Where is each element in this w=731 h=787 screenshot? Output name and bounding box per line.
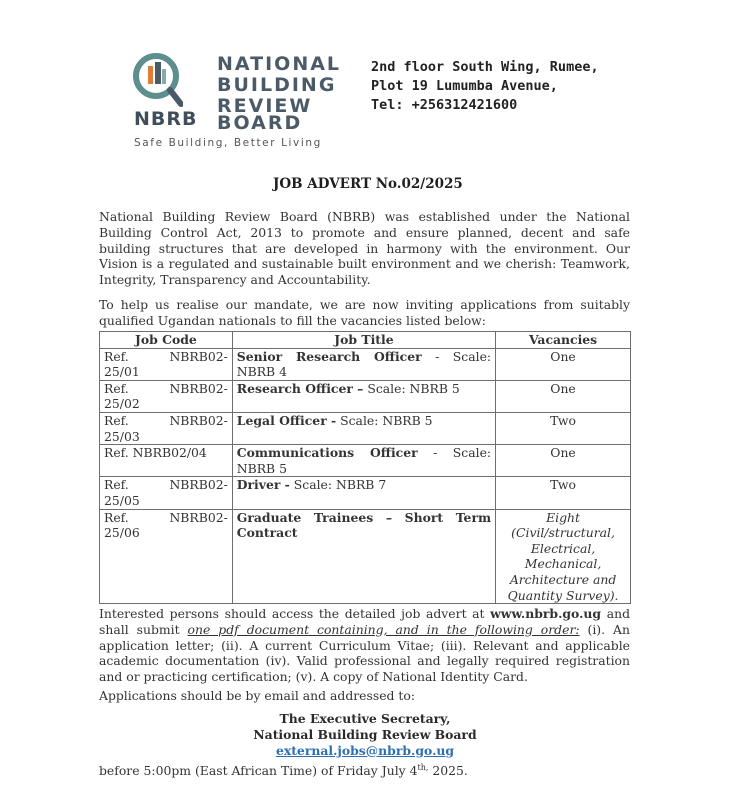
address-phone: Tel: +256312421600 [371,97,518,113]
submission-order-note: one pdf document containing, and in the following order: [187,621,580,637]
job-scale: Scale: NBRB 5 [363,380,460,396]
job-ref: Ref. [104,412,129,428]
job-vacancies: Eight (Civil/structural, Electrical, Mechanical, Architecture and Quantity Survey). [496,509,631,604]
header-job-title: Job Title [232,332,495,349]
invite-paragraph: To help us realise our mandate, we are now inviting applications from suitably qualified Ugandan nationals to fill the vacancies listed below: [99,297,630,328]
addressee-line-1: The Executive Secretary, [279,711,451,726]
job-ref: Ref. [104,477,129,493]
job-scale: Scale: NBRB 5 [336,412,433,428]
job-ref: Ref. NBRB02/04 [104,445,207,461]
job-code: NBRB02- [169,509,228,525]
job-title: Legal Officer - [236,412,337,428]
table-row [100,509,631,604]
job-code: NBRB02- [169,348,228,364]
header-job-code: Job Code [100,332,233,349]
table-row [100,445,631,477]
job-title: Research Officer – [236,380,364,396]
job-title: Driver - [236,477,290,493]
job-scale: Scale: NBRB 7 [289,477,387,493]
table-row [100,380,631,412]
addressee-block [99,711,631,758]
address-block [371,58,599,115]
job-code-suffix: 25/01 [104,364,140,380]
address-line-1: 2nd floor South Wing, Rumee, [371,59,599,75]
job-ref: Ref. [104,509,129,525]
job-code-suffix: 25/03 [104,428,140,444]
org-line-4: BOARD [217,112,303,134]
job-code: NBRB02- [169,412,228,428]
job-vacancies: One [496,445,631,477]
website-link[interactable]: www.nbrb.go.ug [490,606,602,621]
magnifier-house-logo-icon [133,52,183,112]
intro-paragraph: National Building Review Board (NBRB) was established under the National Building Control Act, 2013 to promote and ensure planned, decent and safe building structures that are developed in harmony with the environment. Our Vision is a regulated and sustainable built environment and we cherish: Teamwork, Integrity, Transparency and Accountability. [99,209,630,288]
table-row [100,477,631,509]
job-vacancies: One [496,380,631,412]
org-name [217,54,341,117]
org-abbreviation: NBRB [134,108,198,130]
org-line-2: BUILDING [217,74,337,96]
table-row [100,348,631,380]
addressed-paragraph: Applications should be by email and addressed to: [99,688,416,703]
address-line-2: Plot 19 Lumumba Avenue, [371,78,558,94]
job-vacancies: One [496,348,631,380]
email-link[interactable]: external.jobs@nbrb.go.ug [275,742,455,758]
table-row [100,412,631,444]
job-code: NBRB02- [169,380,228,396]
deadline-line: before 5:00pm (East African Time) of Friday July $4^{th,}$ 2025. [99,763,468,779]
job-code-suffix: 25/05 [104,492,140,508]
tagline: Safe Building, Better Living [134,137,322,149]
job-ref: Ref. [104,380,129,396]
job-ref: Ref. [104,348,129,364]
job-title: Senior Research Officer [236,348,422,364]
header-vacancies: Vacancies [496,332,631,349]
vacancies-table [99,331,631,604]
instructions-paragraph: Interested persons should access the detailed job advert at www.nbrb.go.ug and shall submit one pdf document containing, and in the following order: (i). An application letter; (ii). A current Curriculum Vitae; (iii). Relevant and applicable academic documentation (iv). Valid professional and legally required registration and or practicing certification; (v). A copy of National Identity Card. [99,606,631,685]
job-vacancies: Two [496,477,631,509]
job-code-suffix: 25/02 [104,396,140,412]
job-scale: - Scale: NBRB 5 [236,445,492,476]
job-title: Communications Officer [236,445,418,461]
table-header-row [100,332,631,349]
advert-title: JOB ADVERT No.02/2025 [273,176,463,192]
job-vacancies: Two [496,412,631,444]
job-scale: - Scale: NBRB 4 [236,348,492,380]
job-title: Graduate Trainees – Short Term Contract [236,509,492,541]
job-code: NBRB02- [169,477,228,493]
job-code-suffix: 25/06 [104,525,140,541]
addressee-line-2: National Building Review Board [253,726,477,742]
org-line-1: NATIONAL [217,53,342,75]
org-line-3: REVIEW [217,95,313,117]
